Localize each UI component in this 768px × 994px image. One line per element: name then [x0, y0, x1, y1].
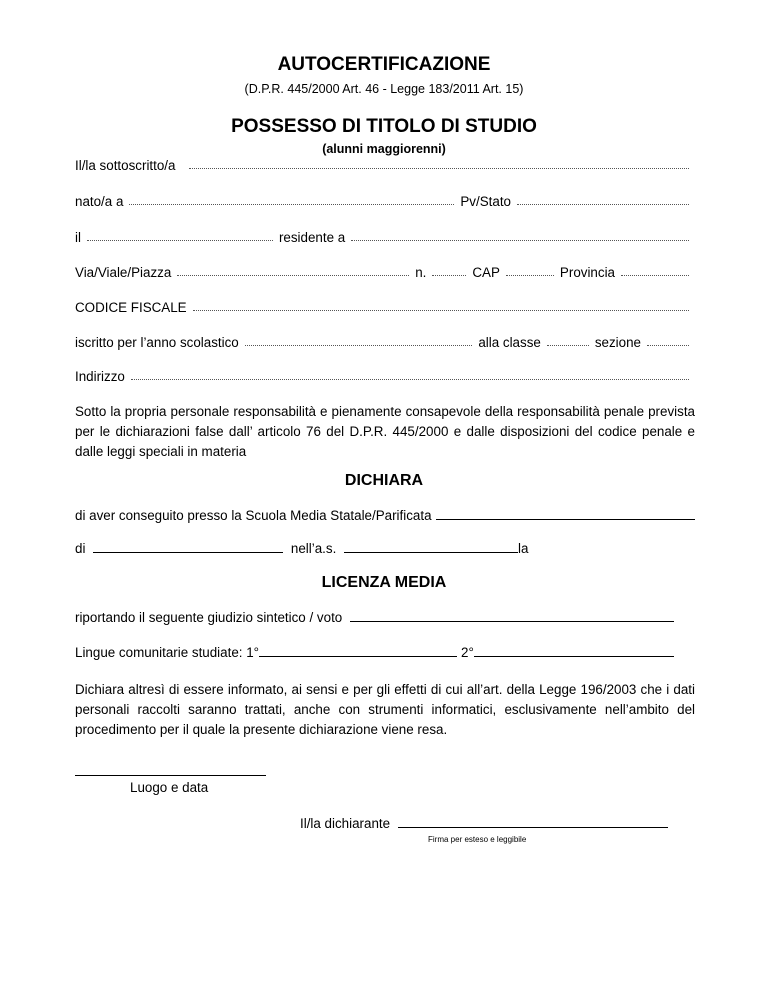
row-codice-fiscale	[75, 300, 695, 315]
field-sezione[interactable]	[647, 344, 689, 346]
label-codice-fiscale: CODICE FISCALE	[75, 300, 187, 315]
label-pv-stato: Pv/Stato	[460, 194, 511, 209]
label-la: la	[518, 541, 529, 556]
field-codice-fiscale[interactable]	[193, 309, 689, 311]
licenza-heading: LICENZA MEDIA	[321, 574, 447, 591]
field-anno[interactable]	[344, 551, 518, 553]
field-via[interactable]	[177, 274, 409, 276]
label-di: di	[75, 541, 86, 556]
row-iscritto	[75, 335, 695, 350]
field-lingua-1[interactable]	[259, 655, 457, 657]
row-conseguito	[75, 508, 695, 523]
field-provincia[interactable]	[621, 274, 689, 276]
section-subheading: (alunni maggiorenni)	[322, 142, 446, 156]
row-giudizio	[75, 610, 674, 625]
label-alla-classe: alla classe	[478, 335, 541, 350]
document-subtitle: (D.P.R. 445/2000 Art. 46 - Legge 183/2011 Art. 15)	[244, 82, 524, 96]
field-cap[interactable]	[506, 274, 554, 276]
row-sottoscritto	[75, 158, 695, 173]
label-provincia: Provincia	[559, 265, 615, 280]
label-sezione: sezione	[594, 335, 641, 350]
field-numero[interactable]	[432, 274, 466, 276]
field-sottoscritto[interactable]	[189, 167, 689, 169]
field-giudizio[interactable]	[350, 620, 674, 622]
field-luogo-nascita[interactable]	[129, 203, 454, 205]
field-lingua-2[interactable]	[474, 655, 674, 657]
row-dichiarante	[300, 816, 668, 831]
privacy-paragraph: Dichiara altresì di essere informato, ai sensi e per gli effetti di cui all’art. della Legge 196/2003 che i dati personali raccolti saranno trattati, anche con strumenti informatici, esclusivamente nell’ambito del procedimento per il quale la presente dichiarazione viene resa.	[75, 682, 695, 737]
field-classe[interactable]	[547, 344, 589, 346]
row-via	[75, 265, 695, 280]
row-di-nell-as	[75, 541, 528, 556]
field-pv-stato[interactable]	[517, 203, 689, 205]
field-firma[interactable]	[398, 826, 668, 828]
label-dichiarante: Il/la dichiarante	[300, 816, 391, 831]
row-lingue	[75, 645, 674, 660]
row-nato	[75, 194, 695, 209]
label-il: il	[75, 230, 81, 245]
label-numero: n.	[415, 265, 427, 280]
label-cap: CAP	[472, 265, 500, 280]
dichiara-heading: DICHIARA	[344, 472, 424, 489]
field-di[interactable]	[93, 551, 283, 553]
label-nato: nato/a a	[75, 194, 124, 209]
firma-note: Firma per esteso e leggibile	[428, 835, 527, 844]
label-iscritto: iscritto per l’anno scolastico	[75, 335, 239, 350]
row-indirizzo	[75, 369, 695, 384]
document-title: AUTOCERTIFICAZIONE	[277, 54, 491, 75]
label-residente: residente a	[278, 230, 346, 245]
label-nell-as: nell’a.s.	[290, 541, 337, 556]
label-conseguito: di aver conseguito presso la Scuola Media Statale/Parificata	[75, 508, 432, 523]
section-heading: POSSESSO DI TITOLO DI STUDIO	[231, 116, 537, 137]
field-indirizzo[interactable]	[131, 378, 689, 380]
row-il-residente	[75, 230, 695, 245]
field-luogo-data[interactable]	[75, 775, 266, 776]
field-scuola[interactable]	[436, 518, 695, 520]
responsibility-paragraph: Sotto la propria personale responsabilità e pienamente consapevole della responsabilità penale prevista per le dichiarazioni false dall’ articolo 76 del D.P.R. 445/2000 e dalle disposizioni del codice penale e dalle leggi speciali in materia	[75, 404, 695, 459]
field-data-nascita[interactable]	[87, 239, 273, 241]
label-lingua-2: 2°	[461, 645, 474, 660]
label-giudizio: riportando il seguente giudizio sintetico / voto	[75, 610, 343, 625]
field-residenza[interactable]	[351, 239, 689, 241]
label-indirizzo: Indirizzo	[75, 369, 125, 384]
label-luogo-data: Luogo e data	[130, 780, 209, 795]
label-sottoscritto: Il/la sottoscritto/a	[75, 158, 176, 173]
label-lingue: Lingue comunitarie studiate: 1°	[75, 645, 260, 660]
field-anno-scolastico[interactable]	[245, 344, 473, 346]
label-via: Via/Viale/Piazza	[75, 265, 172, 280]
